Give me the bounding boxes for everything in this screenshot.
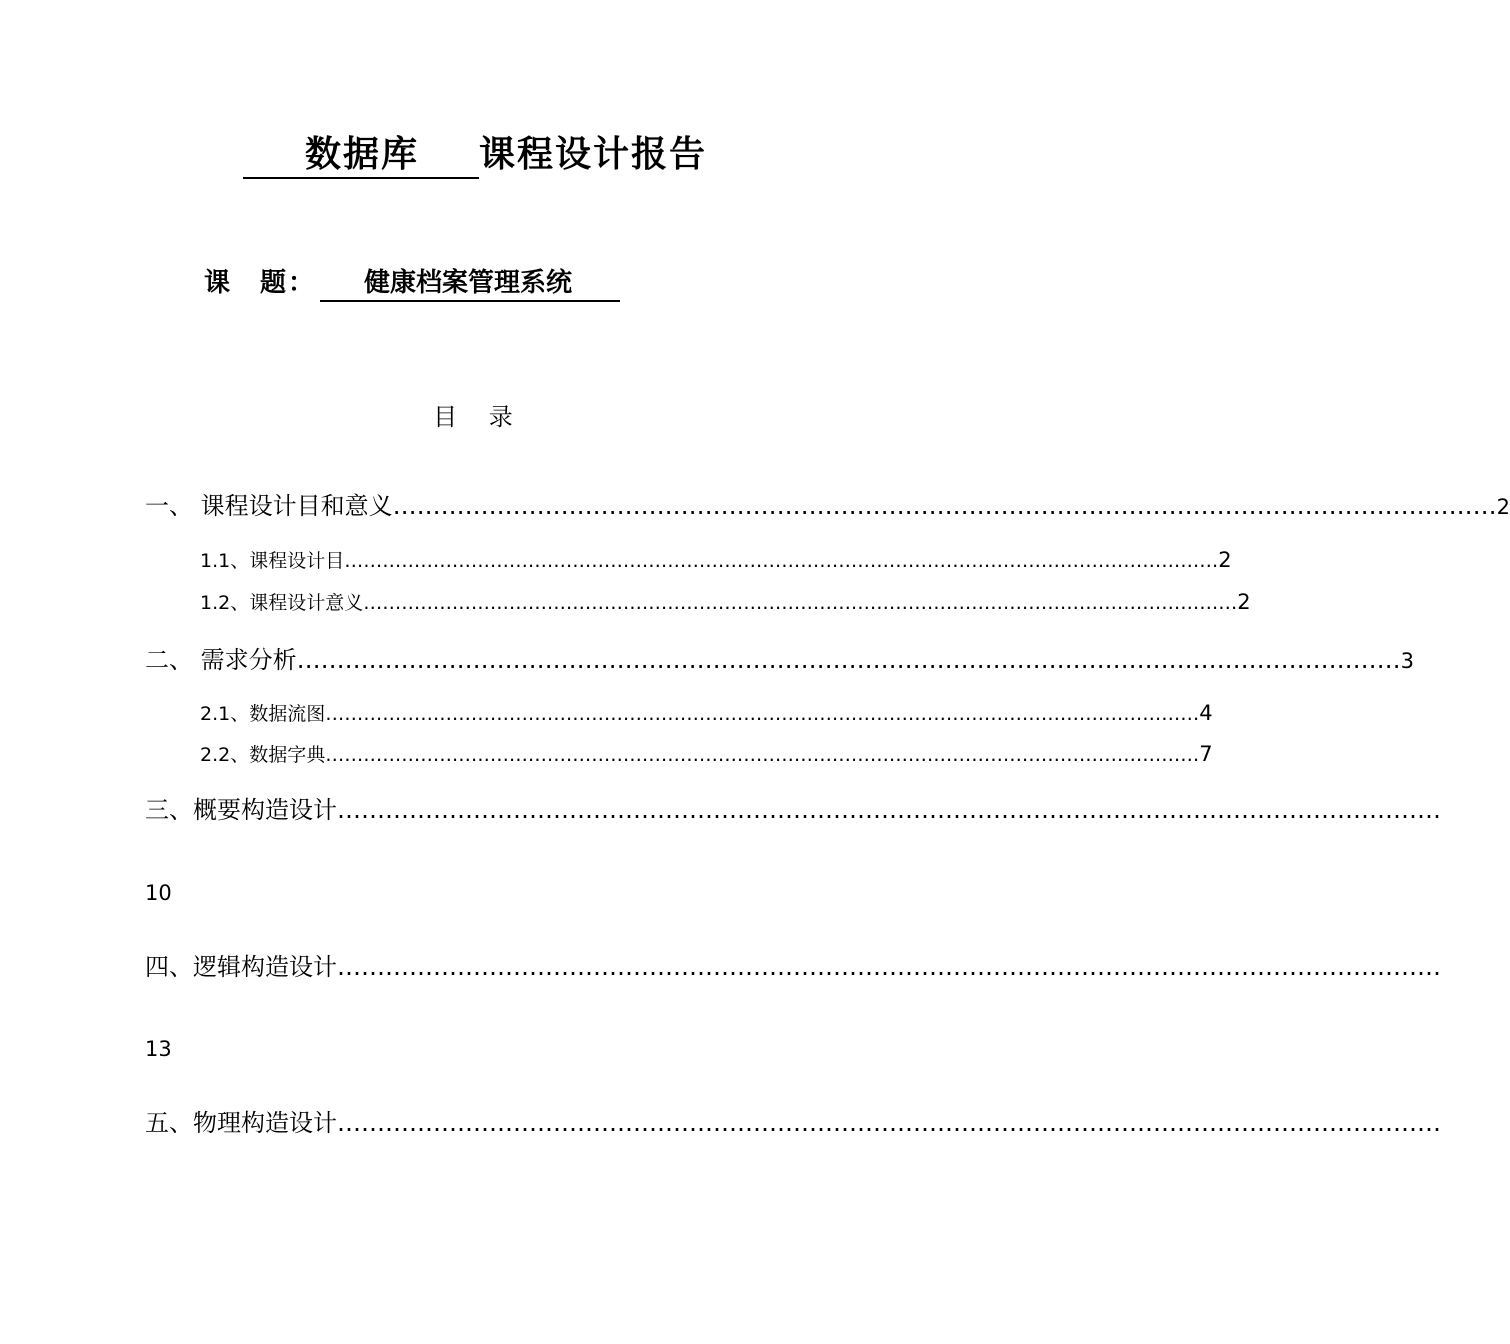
- toc-entry-label: 四、逻辑构造设计: [145, 953, 337, 981]
- toc-leader-dots: …………………………………………………………………………………………………………………………: [325, 744, 1200, 766]
- toc-entry-2-2: [200, 740, 1213, 767]
- toc-entry-label: 二、 需求分析: [145, 646, 297, 674]
- toc-entry-page: 2: [1237, 590, 1251, 614]
- toc-entry-1-1: [200, 546, 1232, 573]
- toc-entry-2-1: [200, 699, 1213, 726]
- toc-entry-4: [145, 947, 1441, 982]
- toc-entry-2: [145, 640, 1415, 675]
- toc-entry-1: [145, 486, 1510, 521]
- toc-entry-3: [145, 790, 1441, 825]
- toc-leader-dots: …………………………………………………………………………………………………………………………: [325, 703, 1200, 725]
- toc-entry-page: 7: [1199, 742, 1213, 766]
- toc-heading: 目 录: [433, 403, 525, 431]
- toc-entry-page: 10: [145, 881, 172, 905]
- subject-line: [204, 262, 620, 302]
- subject-label: 课 题：: [204, 268, 317, 298]
- toc-leader-dots: …………………………………………………………………………………………………………………………: [344, 550, 1219, 572]
- toc-entry-page: 2: [1218, 548, 1232, 572]
- toc-leader-dots: …………………………………………………………………………………………………………………………: [337, 1109, 1441, 1137]
- toc-entry-5: [145, 1103, 1441, 1138]
- toc-entry-label: 2.1、数据流图: [200, 703, 326, 725]
- toc-leader-dots: …………………………………………………………………………………………………………………………: [363, 592, 1238, 614]
- toc-leader-dots: …………………………………………………………………………………………………………………………: [337, 796, 1441, 824]
- toc-entry-label: 五、物理构造设计: [145, 1109, 337, 1137]
- toc-entry-label: 2.2、数据字典: [200, 744, 326, 766]
- toc-leader-dots: …………………………………………………………………………………………………………………………: [337, 953, 1441, 981]
- toc-entry-label: 1.1、课程设计目: [200, 550, 345, 572]
- toc-entry-page: 3: [1400, 649, 1415, 673]
- title-report-label: 课程设计报告: [479, 134, 708, 175]
- toc-leader-dots: …………………………………………………………………………………………………………………………: [296, 646, 1401, 674]
- toc-entry-page: 2: [1496, 495, 1510, 519]
- toc-entry-page: 13: [145, 1037, 172, 1061]
- toc-entry-page: 4: [1199, 701, 1213, 725]
- toc-entry-1-2: [200, 588, 1251, 615]
- toc-entry-label: 1.2、课程设计意义: [200, 592, 364, 614]
- toc-entry-label: 一、 课程设计目和意义: [145, 492, 393, 520]
- toc-leader-dots: …………………………………………………………………………………………………………………………: [392, 492, 1497, 520]
- report-title: [0, 126, 950, 179]
- title-subject-underlined: 数据库: [243, 133, 479, 179]
- subject-value: 健康档案管理系统: [320, 266, 620, 302]
- toc-entry-label: 三、概要构造设计: [145, 796, 337, 824]
